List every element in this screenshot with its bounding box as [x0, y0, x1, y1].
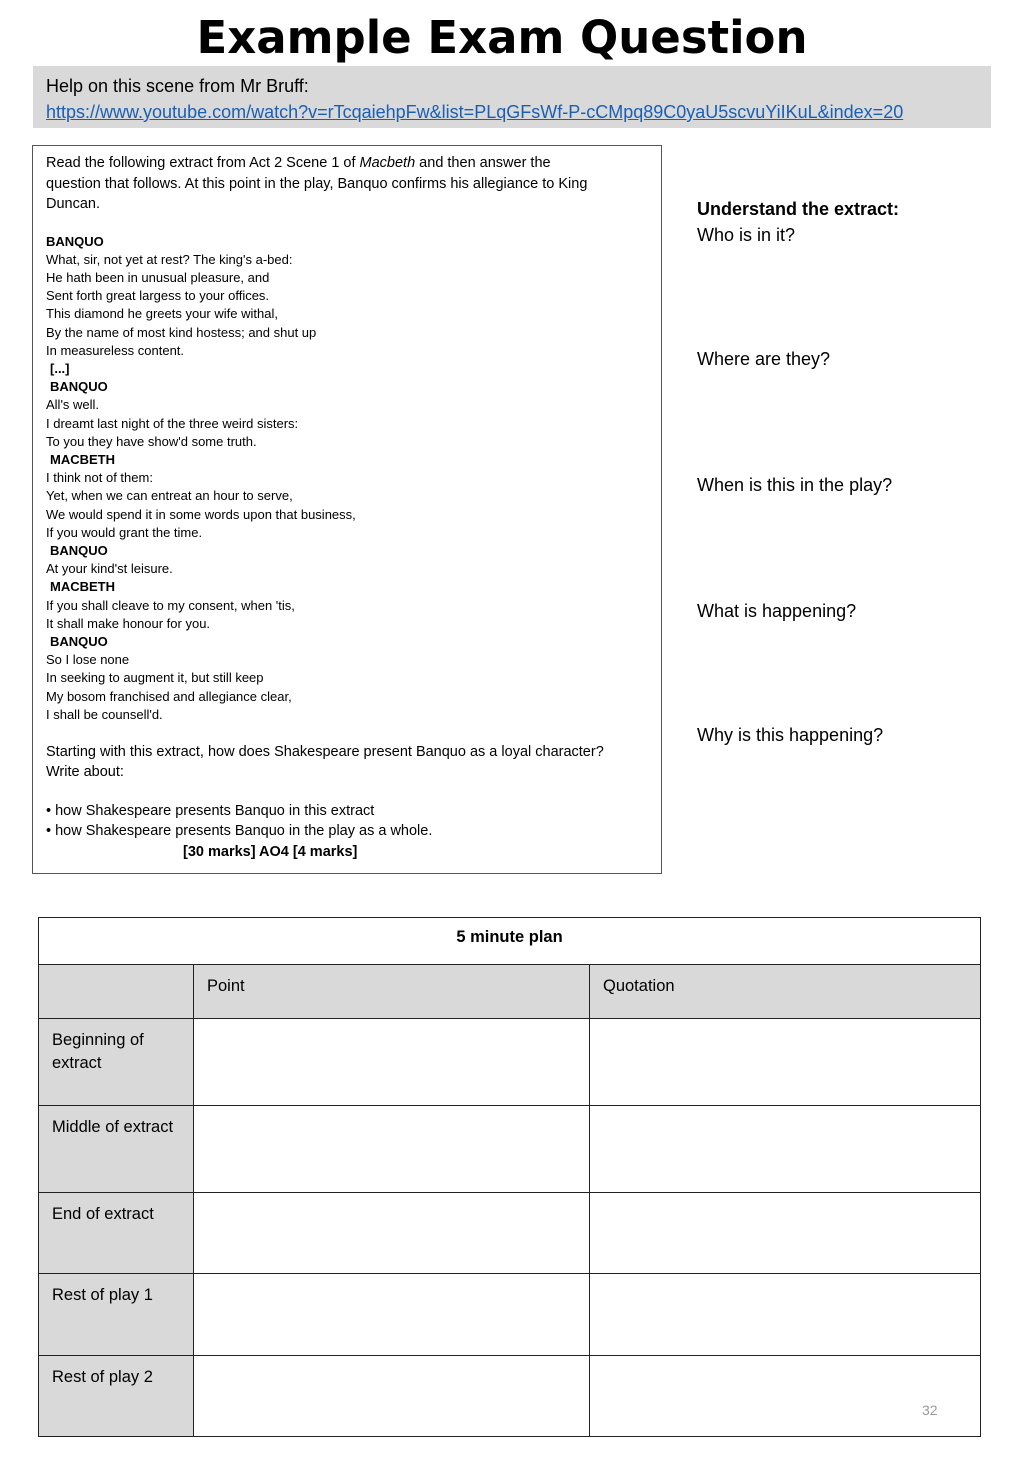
row-label: Middle of extract	[39, 1106, 194, 1193]
quotation-cell[interactable]	[590, 1019, 981, 1106]
verse-line: This diamond he greets your wife withal,	[46, 306, 278, 322]
verse-line: In seeking to augment it, but still keep	[46, 670, 264, 686]
speaker-banquo: BANQUO	[50, 379, 108, 395]
extract-intro-line-2: question that follows. At this point in the play, Banquo confirms his allegiance to King	[46, 175, 588, 192]
verse-line: He hath been in unusual pleasure, and	[46, 269, 270, 285]
marks: [30 marks] AO4 [4 marks]	[183, 843, 358, 860]
bullet-point: • how Shakespeare presents Banquo in this extract	[46, 802, 375, 819]
write-about: Write about:	[46, 764, 124, 781]
point-cell[interactable]	[194, 1356, 590, 1437]
plan-table	[38, 917, 981, 1437]
verse-line: I dreamt last night of the three weird sisters:	[46, 415, 299, 431]
verse-line: I shall be counsell'd.	[46, 706, 163, 722]
extract-box	[32, 145, 662, 874]
question-who: Who is in it?	[697, 225, 796, 245]
verse-line: All's well.	[46, 397, 100, 413]
speaker-banquo: BANQUO	[50, 542, 108, 558]
question-what: What is happening?	[697, 601, 857, 621]
table-row	[39, 1356, 981, 1437]
verse-line: To you they have show'd some truth.	[46, 433, 257, 449]
column-header-point: Point	[194, 965, 590, 1019]
verse-line: If you shall cleave to my consent, when 'tis,	[46, 597, 295, 613]
extract-intro-line-1: Read the following extract from Act 2 Scene 1 of Macbeth and then answer the	[46, 155, 551, 171]
page-title: Example Exam Question	[196, 11, 808, 64]
quotation-cell[interactable]	[590, 1356, 981, 1437]
verse-line: What, sir, not yet at rest? The king's a-bed:	[46, 251, 293, 267]
plan-header-blank	[39, 965, 194, 1019]
quotation-cell[interactable]	[590, 1193, 981, 1274]
row-label: Beginning of extract	[39, 1019, 194, 1106]
table-row	[39, 1274, 981, 1356]
help-banner	[33, 66, 991, 128]
help-label: Help on this scene from Mr Bruff:	[46, 76, 309, 96]
page-number: 32	[922, 1402, 938, 1418]
verse-line: By the name of most kind hostess; and shut up	[46, 324, 317, 340]
question-why: Why is this happening?	[697, 725, 884, 745]
ellipsis: [...]	[50, 360, 70, 376]
bullet-point: • how Shakespeare presents Banquo in the play as a whole.	[46, 823, 433, 840]
table-row	[39, 1019, 981, 1106]
speaker-macbeth: MACBETH	[50, 579, 115, 595]
table-row	[39, 1106, 981, 1193]
question-when: When is this in the play?	[697, 475, 893, 495]
speaker-macbeth: MACBETH	[50, 451, 115, 467]
column-header-quotation: Quotation	[590, 965, 981, 1019]
verse-line: At your kind'st leisure.	[46, 561, 173, 577]
verse-line: Sent forth great largess to your offices.	[46, 288, 270, 304]
plan-title: 5 minute plan	[39, 918, 981, 965]
extract-intro-line-3: Duncan.	[46, 196, 101, 212]
verse-line: If you would grant the time.	[46, 524, 203, 540]
play-title: Macbeth	[359, 155, 416, 171]
row-label: End of extract	[39, 1193, 194, 1274]
row-label: Rest of play 1	[39, 1274, 194, 1356]
verse-line: I think not of them:	[46, 470, 153, 486]
point-cell[interactable]	[194, 1019, 590, 1106]
verse-line: We would spend it in some words upon that business,	[46, 506, 356, 522]
extract-text	[46, 233, 648, 724]
point-cell[interactable]	[194, 1193, 590, 1274]
help-video-link[interactable]: https://www.youtube.com/watch?v=rTcqaiehpFw&list=PLqGFsWf-P-cCMpq89C0yaU5scvuYiIKuL&index=20	[46, 102, 904, 122]
understand-heading: Understand the extract:	[697, 199, 900, 219]
quotation-cell[interactable]	[590, 1106, 981, 1193]
verse-line: In measureless content.	[46, 342, 185, 358]
verse-line: My bosom franchised and allegiance clear,	[46, 688, 292, 704]
verse-line: Yet, when we can entreat an hour to serve,	[46, 488, 293, 504]
quotation-cell[interactable]	[590, 1274, 981, 1356]
table-row	[39, 1193, 981, 1274]
exam-question: Starting with this extract, how does Shakespeare present Banquo as a loyal character?	[46, 743, 604, 760]
verse-line: It shall make honour for you.	[46, 615, 211, 631]
speaker-banquo: BANQUO	[46, 233, 104, 249]
verse-line: So I lose none	[46, 652, 130, 668]
speaker-banquo: BANQUO	[50, 633, 108, 649]
point-cell[interactable]	[194, 1106, 590, 1193]
question-where: Where are they?	[697, 349, 831, 369]
row-label: Rest of play 2	[39, 1356, 194, 1437]
point-cell[interactable]	[194, 1274, 590, 1356]
